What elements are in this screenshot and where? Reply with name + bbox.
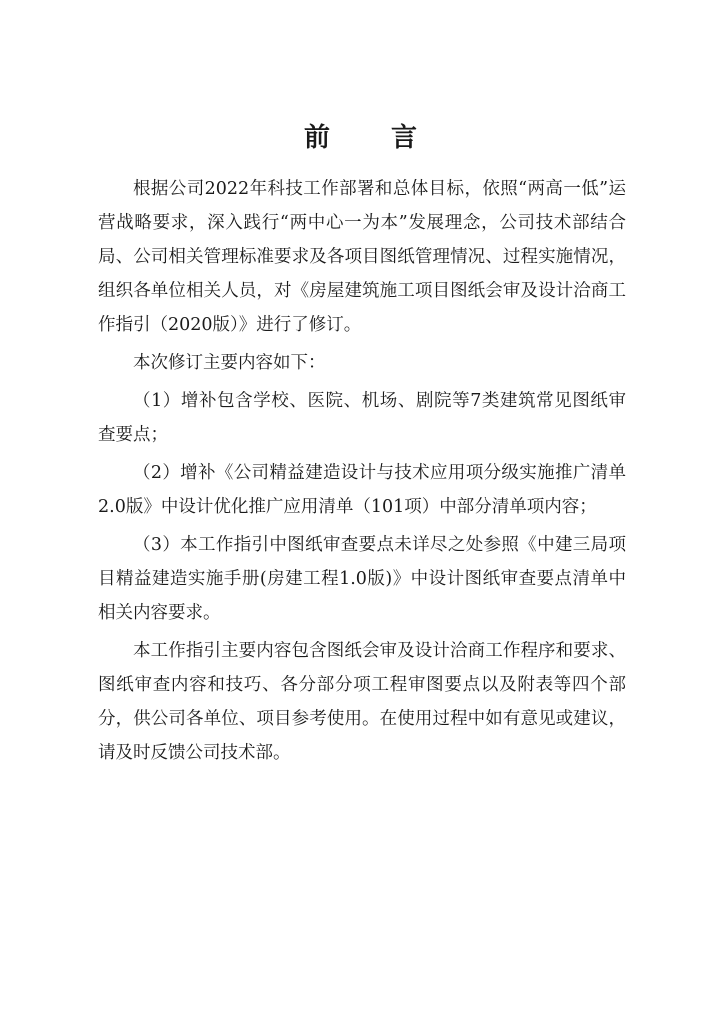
paragraph-closing: 本工作指引主要内容包含图纸会审及设计洽商工作程序和要求、图纸审查内容和技巧、各分部分项工程审图要点以及附表等四个部分，供公司各单位、项目参考使用。在使用过程中如有意见或建议，请及时反馈公司技术部。 bbox=[98, 641, 626, 763]
page-title: 前 言 bbox=[303, 123, 444, 153]
paragraph-item-3: （3）本工作指引中图纸审查要点未详尽之处参照《中建三局项目精益建造实施手册(房建工程1.0版)》中设计图纸审查要点清单中相关内容要求。 bbox=[98, 535, 626, 623]
paragraph-item-2: （2）增补《公司精益建造设计与技术应用项分级实施推广清单2.0版》中设计优化推广应用清单（101项）中部分清单项内容； bbox=[98, 463, 626, 517]
paragraph-revision-summary: 本次修订主要内容如下： bbox=[133, 353, 326, 373]
paragraph-item-1: （1）增补包含学校、医院、机场、剧院等7类建筑常见图纸审查要点； bbox=[98, 391, 626, 445]
document-body bbox=[98, 172, 626, 774]
paragraph-intro: 根据公司2022年科技工作部署和总体目标，依照“两高一低”运营战略要求，深入践行“两中心一为本”发展理念，公司技术部结合局、公司相关管理标准要求及各项目图纸管理情况、过程实施情况，组织各单位相关人员，对《房屋建筑施工项目图纸会审及设计洽商工作指引（2020版）》进行了修订。 bbox=[98, 179, 626, 335]
